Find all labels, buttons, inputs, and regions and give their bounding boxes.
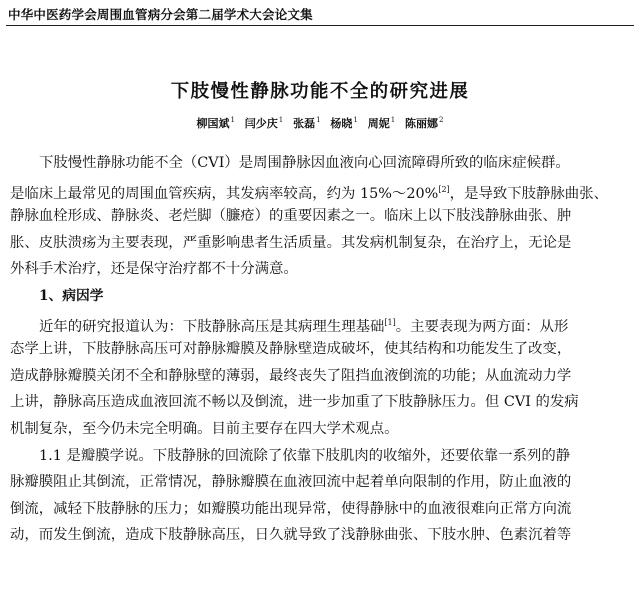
running-header: 中华中医药学会周围血管病分会第二届学术大会论文集 xyxy=(8,7,313,22)
text-line: 动，而发生倒流，造成下肢静脉高压，日久就导致了浅静脉曲张、下肢水肿、色素沉着等 xyxy=(10,527,572,544)
author-list xyxy=(0,115,640,131)
author: 周妮$^1$ xyxy=(367,116,396,130)
section-heading: 1、病因学 xyxy=(39,287,104,304)
text-line: 下肢慢性静脉功能不全（CVI）是周围静脉因血液向心回流障碍所致的临床症候群。 xyxy=(39,155,570,171)
article-title: 下肢慢性静脉功能不全的研究进展 xyxy=(170,81,470,102)
text-line: 倒流，减轻下肢静脉的压力；如瓣膜功能出现异常，使得静脉中的血液很难向正常方向流 xyxy=(10,500,572,517)
author: 杨晓$^1$ xyxy=(330,116,358,130)
header-rule xyxy=(6,25,634,26)
body-text xyxy=(10,150,634,549)
author: 张磊$^1$ xyxy=(293,116,321,130)
text-line: 外科手术治疗，还是保守治疗都不十分满意。 xyxy=(10,261,298,278)
text-line: 态学上讲，下肢静脉高压可对静脉瓣膜及静脉壁造成破坏，使其结构和功能发生了改变， xyxy=(10,341,572,358)
author: 陈丽娜$^2$ xyxy=(405,116,444,130)
text-line: 胀、皮肤溃疡为主要表现，严重影响患者生活质量。其发病机制复杂，在治疗上，无论是 xyxy=(10,234,572,251)
author: 柳国斌$^1$ xyxy=(196,116,235,130)
text-line: 是临床上最常见的周围血管疾病，其发病率较高，约为 15%～20%[2]，是导致下肢静脉曲张、 xyxy=(10,184,608,202)
text-line: 1.1 是瓣膜学说。下肢静脉的回流除了依靠下肢肌肉的收缩外，还要依靠一系列的静 xyxy=(39,447,571,464)
text-line: 造成静脉瓣膜关闭不全和静脉壁的薄弱，最终丧失了阻挡血液倒流的功能；从血流动力学 xyxy=(10,367,572,384)
text-line: 脉瓣膜阻止其倒流，正常情况，静脉瓣膜在血液回流中起着单向限制的作用，防止血液的 xyxy=(10,474,572,491)
text-line: 近年的研究报道认为：下肢静脉高压是其病理生理基础[1]。主要表现为两方面：从形 xyxy=(39,317,569,335)
text-line: 静脉血栓形成、静脉炎、老烂脚（臁疮）的重要因素之一。临床上以下肢浅静脉曲张、肿 xyxy=(10,208,572,225)
text-line: 上讲，静脉高压造成血液回流不畅以及倒流，进一步加重了下肢静脉压力。但 CVI 的发病 xyxy=(10,394,579,411)
citation-ref: [2] xyxy=(438,184,450,194)
citation-ref: [1] xyxy=(384,317,396,327)
text-line: 机制复杂，至今仍未完全明确。目前主要存在四大学术观点。 xyxy=(10,420,399,437)
author: 闫少庆$^1$ xyxy=(244,116,284,130)
